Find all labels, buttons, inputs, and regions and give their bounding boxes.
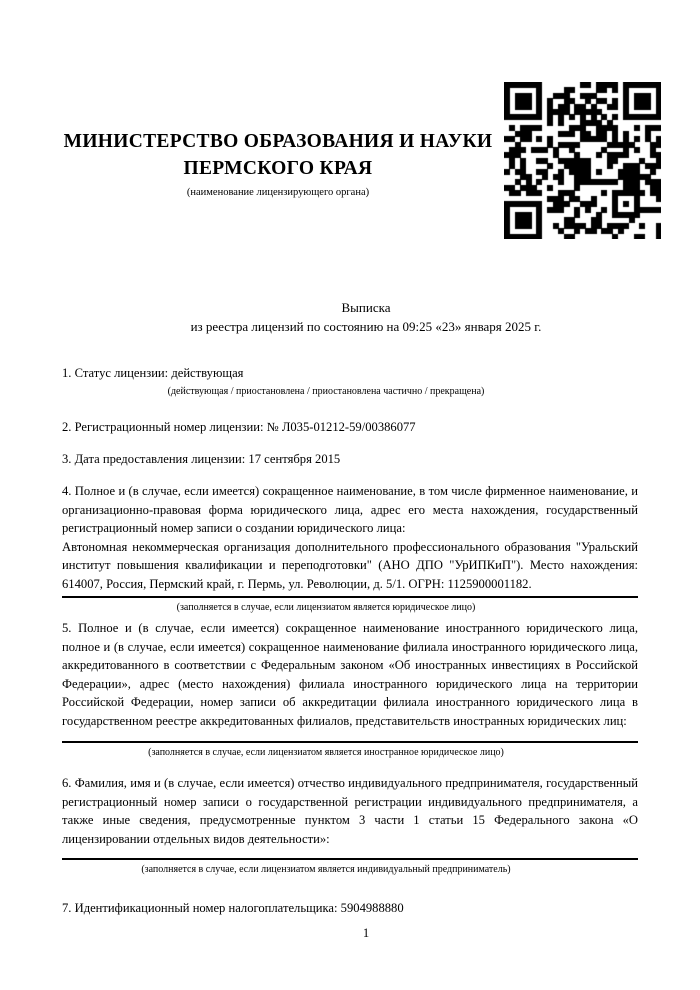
item-foreign-entity (62, 619, 638, 759)
license-status-text: 1. Статус лицензии: действующая (62, 366, 244, 380)
document-title-line1: Выписка (341, 300, 391, 315)
legal-entity-label: 4. Полное и (в случае, если имеется) сокращенное наименование, в том числе фирменное наименование, и организационно-правовая форма юридического лица, адрес его места нахождения, государственный регистрационный номер записи о создании юридического лица: (62, 484, 638, 536)
item-registration-number (62, 418, 638, 437)
document-title-line2: из реестра лицензий по состоянию на 09:25 «23» января 2025 г. (190, 318, 542, 334)
foreign-entity-label: 5. Полное и (в случае, если имеется) сокращенное наименование иностранного юридического лица, полное и (в случае, если имеется) сокращенное наименование филиала иностранного юридического лица, аккредитованного в соответствии с Федеральным законом «Об иностранных инвестициях в Российской Федерации», адрес (место нахождения) филиала иностранного юридического лица на территории Российской Федерации, номер записи об аккредитации филиала иностранного юридического лица в государственном реестре аккредитованных филиалов, представительств иностранных юридических лиц: (62, 621, 638, 728)
license-status-caption: (действующая / приостановлена / приостановлена частично / прекращена) (167, 385, 485, 397)
license-date-text: 3. Дата предоставления лицензии: 17 сентября 2015 (62, 452, 341, 466)
foreign-entity-fill-line (62, 741, 638, 743)
page-number: 1 (362, 926, 370, 940)
licensing-authority-header (58, 128, 498, 198)
individual-entrepreneur-fill-line (62, 858, 638, 860)
taxpayer-number-text: 7. Идентификационный номер налогоплательщика: 5904988880 (62, 901, 404, 915)
legal-entity-fill-line (62, 596, 638, 598)
qr-code-icon (504, 82, 661, 239)
item-legal-entity (62, 482, 638, 614)
ministry-name-line2: ПЕРМСКОГО КРАЯ (183, 158, 373, 179)
individual-entrepreneur-caption: (заполняется в случае, если лицензиатом является индивидуальный предприниматель) (141, 864, 511, 876)
item-taxpayer-number (62, 899, 638, 918)
item-license-date (62, 450, 638, 469)
item-license-status (62, 364, 638, 398)
foreign-entity-caption: (заполняется в случае, если лицензиатом является иностранное юридическое лицо) (148, 746, 504, 758)
legal-entity-caption: (заполняется в случае, если лицензиатом является юридическое лицо) (176, 601, 476, 613)
individual-entrepreneur-label: 6. Фамилия, имя и (в случае, если имеется) отчество индивидуального предпринимателя, государственный регистрационный номер записи о государственной регистрации индивидуального предпринимателя, а также иные сведения, предусмотренные пунктом 3 части 1 статьи 15 Федерального закона «О лицензировании отдельных видов деятельности»: (62, 776, 638, 846)
ministry-name-line1: МИНИСТЕРСТВО ОБРАЗОВАНИЯ И НАУКИ (63, 131, 493, 152)
registration-number-text: 2. Регистрационный номер лицензии: № Л035-01212-59/00386077 (62, 420, 416, 434)
ministry-caption: (наименование лицензирующего органа) (186, 187, 370, 198)
item-individual-entrepreneur (62, 774, 638, 876)
legal-entity-value: Автономная некоммерческая организация дополнительного профессионального образования "Уральский институт повышения квалификации и переподготовки" (АНО ДПО "УрИПКиП"). Место нахождения: 614007, Россия, Пермский край, г. Пермь, ул. Революции, д. 5/1. ОГРН: 1125900001182. (62, 539, 638, 591)
document-title (62, 299, 670, 336)
